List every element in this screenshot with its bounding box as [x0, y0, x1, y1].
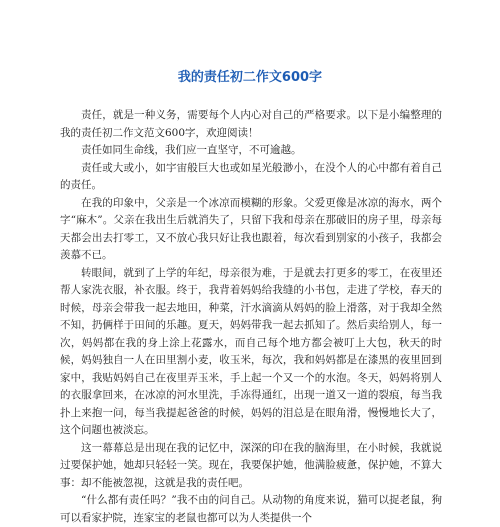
paragraph-big-small: 责任或大或小，如宇宙般巨大也或如星光般渺小，在没个人的心中都有着自己的责任。 — [60, 161, 442, 191]
paragraph-question: “什么都有责任吗？”我不由的问自己。从动物的角度来说，猫可以捉老鼠，狗可以看家护院，连家宝的老鼠也都可以为人类提供一个 — [60, 494, 442, 524]
paragraph-father: 在我的印象中，父亲是一个冰凉而模糊的形象。父爱更像是冰凉的海水，两个字“麻木”。父亲在我出生后就消失了，只留下我和母亲在那破旧的房子里，母亲每天都会出去打零工，又不放心我只好让我也跟着，每次看到别家的小孩子，我都会羡慕不已。 — [60, 196, 442, 261]
paragraph-intro: 责任，就是一种义务，需要每个人内心对自己的严格要求。以下是小编整理的我的责任初二作文范文600字，欢迎阅读！ — [60, 109, 442, 139]
paragraph-lifeline: 责任如同生命线，我们应一直坚守，不可逾越。 — [81, 144, 302, 156]
paragraph-seasons: 转眼间，就到了上学的年纪，母亲很为难，于是就去打更多的零工，在夜里还帮人家洗衣服，补衣服。终于，我背着妈妈给我缝的小书包，走进了学校，春天的时候，母亲会带我一起去地田，种菜，汗水滴滴从妈妈的脸上滑落，对于我却全然不知，扔俩样于田间的乐趣。夏天，妈妈带我一起去抓知了。然后卖给别人，每一次，妈妈都在我的身上涂上花露水，而自己每个地方都会被叮上大包，秋天的时候，妈妈独自一人在田里割小麦，收玉米，每次，我和妈妈都是在漆黑的夜里回到家中，我贴妈妈自己在夜里弄玉米，手上起一个又一个的水泡。冬天，妈妈将别人的衣服拿回来，在冰凉的河水里洗，手冻得通红，出现一道又一道的裂痕，每当我扑上来抱一问，每当我提起爸爸的时候，妈妈的泪总是在眼角滑，慢慢地长大了，这个问题也被淡忘。 — [60, 266, 442, 436]
paragraph-memories: 这一幕幕总是出现在我的记忆中，深深的印在我的脑海里，在小时候，我就说过要保护她，她却只轻轻一笑。现在，我要保护她，他满脸疲惫，保护她，不算大事：却不能被忽视，这就是我的责任吧。 — [60, 441, 442, 489]
document-body — [60, 107, 442, 527]
document-title: 我的责任初二作文600字 — [177, 70, 323, 85]
